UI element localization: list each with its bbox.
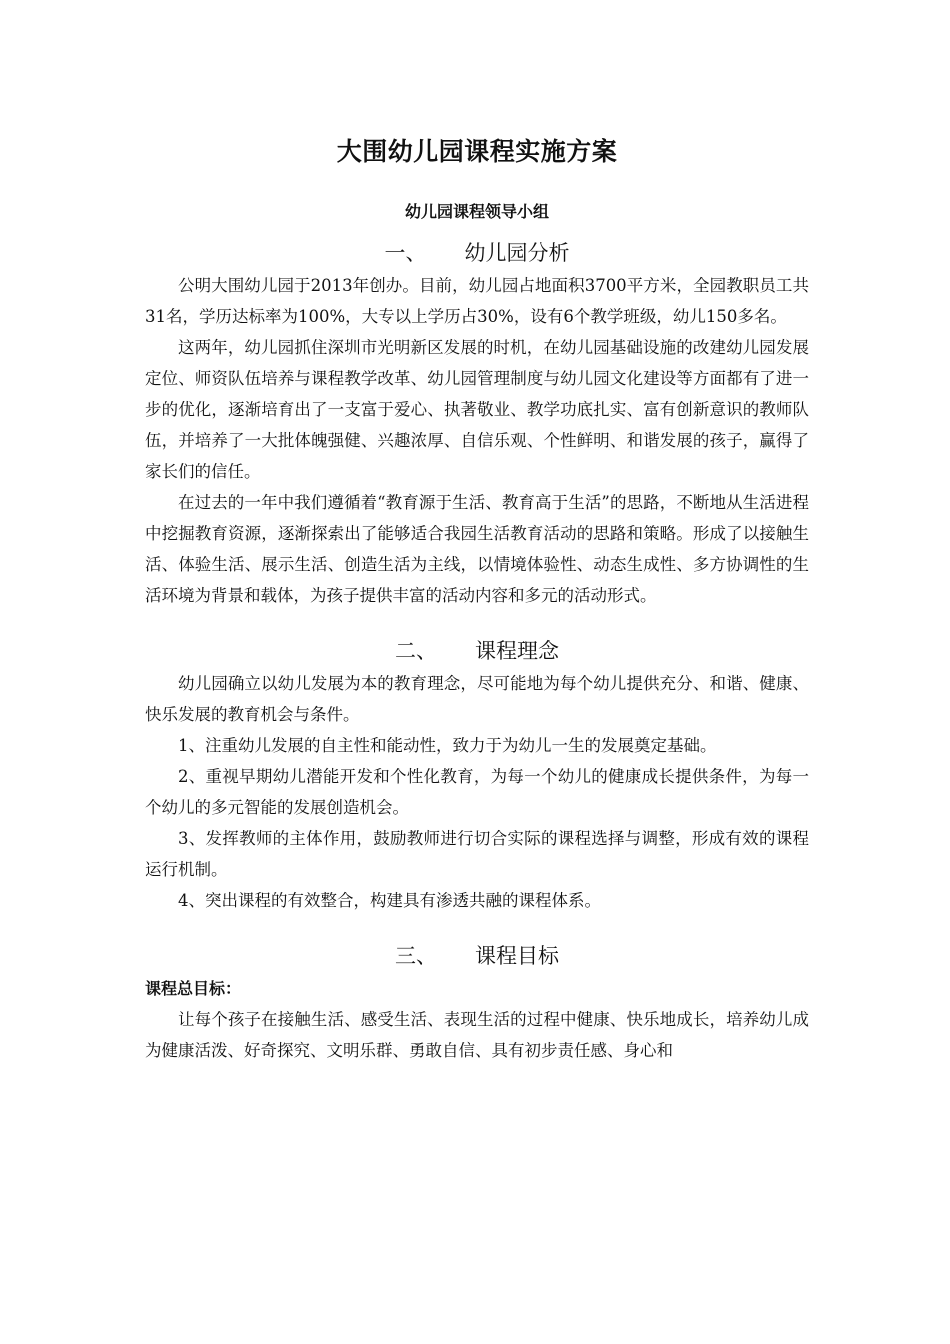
section-number: 二、 (395, 639, 437, 663)
paragraph: 幼儿园确立以幼儿发展为本的教育理念，尽可能地为每个幼儿提供充分、和谐、健康、快乐发展的教育机会与条件。 (145, 674, 809, 724)
paragraph: 这两年，幼儿园抓住深圳市光明新区发展的时机，在幼儿园基础设施的改建幼儿园发展定位、师资队伍培养与课程教学改革、幼儿园管理制度与幼儿园文化建设等方面都有了进一步的优化，逐渐培育出了一支富于爱心、执著敬业、教学功底扎实、富有创新意识的教师队伍，并培养了一大批体魄强健、兴趣浓厚、自信乐观、个性鲜明、和谐发展的孩子，赢得了家长们的信任。 (145, 338, 809, 481)
document-body (145, 130, 809, 1066)
section-heading (145, 236, 809, 270)
list-item: 2、重视早期幼儿潜能开发和个性化教育，为每一个幼儿的健康成长提供条件，为每一个幼儿的多元智能的发展创造机会。 (145, 767, 809, 817)
section-number: 三、 (395, 944, 437, 968)
paragraph: 公明大围幼儿园于2013年创办。目前，幼儿园占地面积3700平方米，全园教职员工共31名，学历达标率为100%，大专以上学历占30%，设有6个教学班级，幼儿150多名。 (145, 276, 809, 326)
section-curriculum-philosophy (145, 634, 809, 916)
document-title: 大围幼儿园课程实施方案 (336, 137, 618, 166)
document-subtitle: 幼儿园课程领导小组 (404, 202, 549, 221)
section-title: 课程理念 (475, 639, 559, 663)
section-heading (145, 939, 809, 973)
section-number: 一、 (384, 241, 427, 265)
paragraph: 让每个孩子在接触生活、感受生活、表现生活的过程中健康、快乐地成长，培养幼儿成为健康活泼、好奇探究、文明乐群、勇敢自信、具有初步责任感、身心和 (145, 1010, 809, 1060)
list-item: 1、注重幼儿发展的自主性和能动性，致力于为幼儿一生的发展奠定基础。 (178, 736, 717, 755)
paragraph: 在过去的一年中我们遵循着“教育源于生活、教育高于生活”的思路，不断地从生活进程中挖掘教育资源，逐渐探索出了能够适合我园生活教育活动的思路和策略。形成了以接触生活、体验生活、展示生活、创造生活为主线，以情境体验性、动态生成性、多方协调性的生活环境为背景和载体，为孩子提供丰富的活动内容和多元的活动形式。 (145, 493, 809, 605)
section-title: 课程目标 (475, 944, 559, 968)
overall-goal-label: 课程总目标： (145, 979, 242, 998)
list-item: 3、发挥教师的主体作用，鼓励教师进行切合实际的课程选择与调整，形成有效的课程运行机制。 (145, 829, 809, 879)
section-kindergarten-analysis (145, 236, 809, 611)
section-heading (145, 634, 809, 668)
section-curriculum-goals (145, 939, 809, 1066)
list-item: 4、突出课程的有效整合，构建具有渗透共融的课程体系。 (178, 891, 601, 910)
section-title: 幼儿园分析 (464, 241, 570, 265)
